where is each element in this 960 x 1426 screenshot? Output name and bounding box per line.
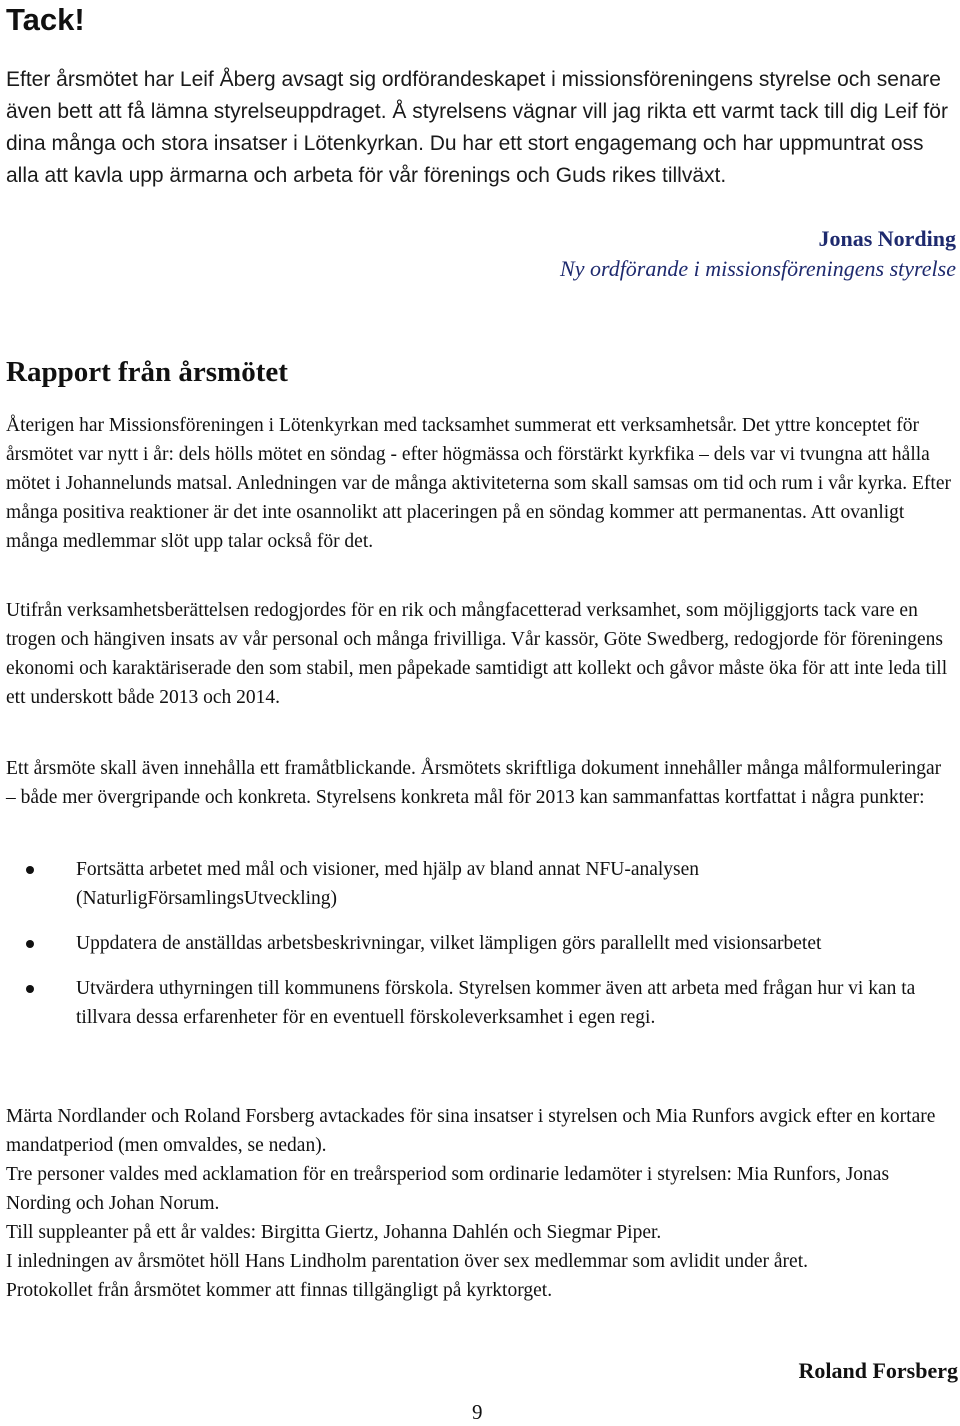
tack-signature-role: Ny ordförande i missionsföreningens styrelse [560, 256, 956, 281]
closing-line-minutes: Protokollet från årsmötet kommer att finnas tillgängligt på kyrktorget. [6, 1280, 553, 1301]
goal-text: Utvärdera uthyrningen till kommunens förskola. Styrelsen kommer även att arbeta med frågan hur vi kan ta tillvara dessa erfarenheter för en eventuell förskoleverksamhet i egen regi. [76, 978, 916, 1028]
goal-list-item [0, 855, 954, 913]
rapport-paragraph-goals: Ett årsmöte skall även innehålla ett framåtblickande. Årsmötets skriftliga dokument innehåller många målformuleringar – både mer övergripande och konkreta. Styrelsens konkreta mål för 2013 kan sammanfattas kortfattat i några punkter: [6, 758, 942, 808]
page-number: 9 [472, 1400, 483, 1424]
closing-line-resignations: Märta Nordlander och Roland Forsberg avtackades för sina insatser i styrelsen och Mia Runfors avgick efter en kortare mandatperiod (men omvaldes, se nedan). [6, 1106, 936, 1156]
closing-line-memorial: I inledningen av årsmötet höll Hans Lindholm parentation över sex medlemmar som avlidit under året. [6, 1251, 808, 1272]
rapport-signature-name: Roland Forsberg [798, 1358, 958, 1383]
rapport-closing-section [6, 1102, 954, 1305]
tack-heading: Tack! [6, 2, 85, 37]
rapport-paragraph-finance: Utifrån verksamhetsberättelsen redogjordes för en rik och mångfacetterad verksamhet, som möjliggjorts tack vare en trogen och hängiven insats av vår personal och många frivilliga. Vår kassör, Göte Swedberg, redogjorde för föreningens ekonomi och karaktäriserade den som stabil, men påpekade samtidigt att kollekt och gåvor måste öka för att inte leda till ett underskott både 2013 och 2014. [6, 600, 948, 708]
goal-text: Fortsätta arbetet med mål och visioner, med hjälp av bland annat NFU-analysen (NaturligFörsamlingsUtveckling) [76, 859, 700, 909]
rapport-heading: Rapport från årsmötet [6, 356, 288, 388]
bullet-icon [26, 866, 34, 874]
tack-signature-name: Jonas Nording [818, 226, 956, 251]
closing-line-elections: Tre personer valdes med acklamation för en treårsperiod som ordinarie ledamöter i styrelsen: Mia Runfors, Jonas Nording och Johan Norum. [6, 1164, 890, 1214]
bullet-icon [26, 940, 34, 948]
tack-body-text: Efter årsmötet har Leif Åberg avsagt sig ordförandeskapet i missionsföreningens styrelse och senare även bett att få lämna styrelseuppdraget. Å styrelsens vägnar vill jag rikta ett varmt tack till dig Leif för dina många och stora insatser i Lötenkyrkan. Du har ett stort engagemang och har uppmuntrat oss alla att kavla upp ärmarna och arbeta för vår förenings och Guds rikes tillväxt. [6, 68, 948, 187]
closing-line-deputies: Till suppleanter på ett år valdes: Birgitta Giertz, Johanna Dahlén och Siegmar Piper. [6, 1222, 662, 1243]
goal-list-item [0, 974, 954, 1032]
bullet-icon [26, 985, 34, 993]
goal-text: Uppdatera de anställdas arbetsbeskrivningar, vilket lämpligen görs parallellt med visionsarbetet [76, 933, 822, 954]
rapport-paragraph-intro: Återigen har Missionsföreningen i Lötenkyrkan med tacksamhet summerat ett verksamhetsår. Det yttre konceptet för årsmötet var nytt i år: dels hölls mötet en söndag - efter högmässa och förstärkt kyrkfika – dels var vi tvungna att hålla mötet i Johannelunds matsal. Anledningen var de många aktiviteterna som skall samsas om tid och rum i vår kyrka. Efter många positiva reaktioner är det inte osannolikt att placeringen på en söndag kommer att permanentas. Att ovanligt många medlemmar slöt upp talar också för det. [6, 415, 951, 552]
goal-list-item [0, 929, 954, 958]
goals-bullet-list [0, 855, 954, 1048]
